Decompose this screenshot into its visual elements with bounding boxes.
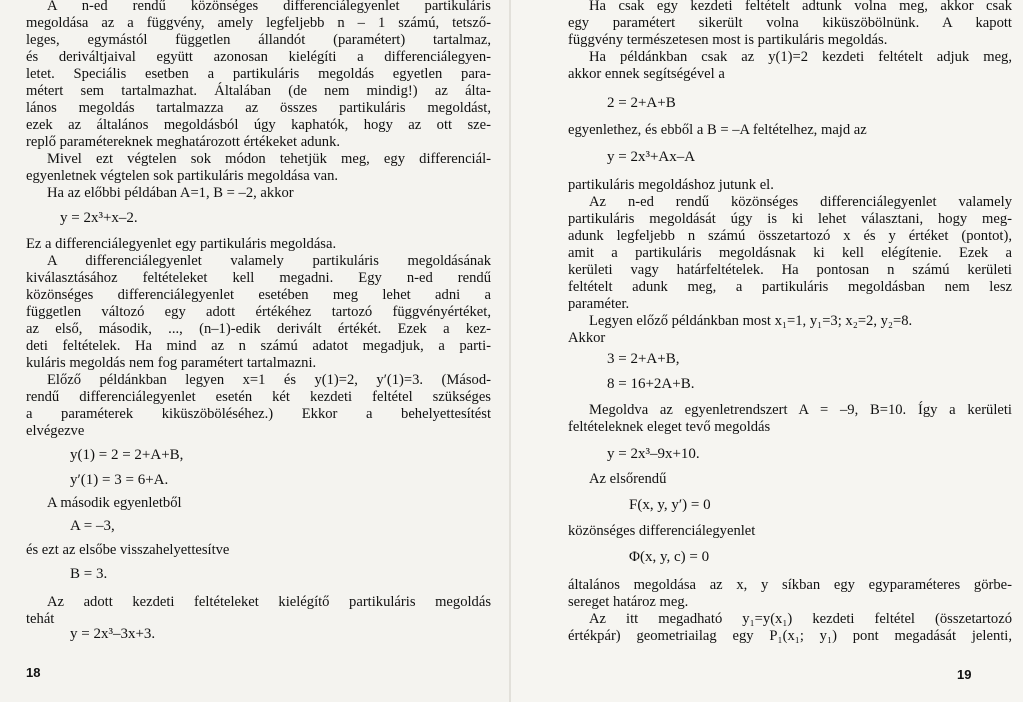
formula: y = 2x³–3x+3. [70,626,156,642]
text-line: és ezt az elsőbe visszahelyettesítve [26,542,230,558]
text-line: A második egyenletből [47,495,182,511]
left-page [0,0,511,702]
text-line: Az elsőrendű [589,471,667,487]
text-line: Az adott kezdeti feltételeket kielégítő partikuláris megoldás [47,594,491,610]
text-line: értékpár) geometriailag egy P₁(x₁; y₁) pont megadását jelenti, [568,628,1012,644]
text-line: a paraméterek kiküszöböléséhez.) Ekkor a behelyettesítést [26,406,491,422]
text-line: akkor ennek segítségével a [568,66,725,82]
page-number: 18 [26,665,41,680]
text-line: leges, egymástól független állandót (paramétert) tartalmaz, [26,32,491,48]
text-line: A differenciálegyenlet valamely partikuláris megoldásának [47,253,491,269]
text-line: Ha csak egy kezdeti feltételt adtunk volna meg, akkor csak [589,0,1012,14]
text-line: egyenletnek végtelen sok partikuláris megoldása van. [26,168,339,184]
formula: 8 = 16+2A+B. [607,376,695,392]
text-line: független változó egy adott értékéhez tartozó függvényértéket, [26,304,491,320]
text-line: egyenlethez, és ebből a B = –A feltételhez, majd az [568,122,867,138]
text-line: lános megoldás tartalmazza az összes partikuláris megoldást, [26,100,491,116]
text-line: Előző példánkban legyen x=1 és y(1)=2, y′(1)=3. (Másod- [47,372,491,388]
page-number: 19 [957,667,972,682]
text-line: kuláris megoldás nem fog paramétert tartalmazni. [26,355,317,371]
formula: y = 2x³–9x+10. [607,446,700,462]
text-line: A n-ed rendű közönséges differenciálegyenlet partikuláris [47,0,491,14]
formula: F(x, y, y′) = 0 [629,497,711,513]
text-line: függvény természetesen most is partikuláris megoldás. [568,32,888,48]
formula: y′(1) = 3 = 6+A. [70,472,169,488]
text-line: megoldása az a függvény, amely legfeljebb n – 1 számú, tetsző- [26,15,491,31]
text-line: Mivel ezt végtelen sok módon tehetjük meg, egy differenciál- [47,151,491,167]
formula: A = –3, [70,518,115,534]
formula: Φ(x, y, c) = 0 [629,549,710,565]
formula: y = 2x³+x–2. [60,210,138,226]
text-line: Az itt megadható y₁=y(x₁) kezdeti feltétel (összetartozó [589,611,1012,627]
text-line: métert sem tartalmazhat. Általában (de nem mindig!) az álta- [26,83,491,99]
formula: 3 = 2+A+B, [607,351,680,367]
text-line: kiválasztásához feltételeket kell megadni. Egy n-ed rendű [26,270,491,286]
text-line: feltételt adunk meg, a partikuláris megoldásban nem lesz [568,279,1012,295]
text-line: replő paramétereknek meghatározott értékeket adunk. [26,134,341,150]
text-line: egy paramétert sikerült volna kiküszöbölnünk. A kapott [568,15,1012,31]
formula: 2 = 2+A+B [607,95,676,111]
text-line: elvégezve [26,423,85,439]
formula: y(1) = 2 = 2+A+B, [70,447,184,463]
text-line: rendű differenciálegyenlet esetén két kezdeti feltétel szükséges [26,389,491,405]
formula: B = 3. [70,566,108,582]
text-line: adunk legfeljebb n számú összetartozó x és y értéket (pontot), [568,228,1012,244]
text-line: közönséges differenciálegyenlet esetében meg lehet adni a [26,287,491,303]
right-page [511,0,1023,702]
text-line: Legyen előző példánkban most x₁=1, y₁=3; x₂=2, y₂=8. [589,313,913,329]
text-line: feltételeknek eleget tevő megoldás [568,419,771,435]
text-line: általános megoldása az x, y síkban egy egyparaméteres görbe- [568,577,1012,593]
text-line: deti feltételek. Ha mind az n számú adatot megadjuk, a parti- [26,338,491,354]
text-line: Ha az előbbi példában A=1, B = –2, akkor [47,185,294,201]
text-line: Megoldva az egyenletrendszert A = –9, B=10. Így a kerületi [589,402,1012,418]
text-line: sereget határoz meg. [568,594,689,610]
text-line: az első, második, ..., (n–1)-edik derivált értékét. Ezek a kez- [26,321,491,337]
text-line: partikuláris megoldását úgy is ki lehet választani, hogy meg- [568,211,1012,227]
formula: y = 2x³+Ax–A [607,149,696,165]
text-line: partikuláris megoldáshoz jutunk el. [568,177,774,193]
text-line: Ha példánkban csak az y(1)=2 kezdeti feltételt adjuk meg, [589,49,1012,65]
text-line: és deriváltjaival együtt azonosan kielégíti a differenciálegyen- [26,49,491,65]
text-line: amit a partikuláris megoldásnak ki kell elégítenie. Ezek a [568,245,1012,261]
text-line: Ez a differenciálegyenlet egy partikuláris megoldása. [26,236,337,252]
text-line: paraméter. [568,296,630,312]
text-line: ezek az általános megoldásból úgy kaphatók, hogy az ott sze- [26,117,491,133]
text-line: Akkor [568,330,606,346]
text-line: Az n-ed rendű közönséges differenciálegyenlet valamely [589,194,1012,210]
text-line: tehát [26,611,55,627]
text-line: letet. Speciális esetben a partikuláris megoldás egyetlen para- [26,66,491,82]
text-line: közönséges differenciálegyenlet [568,523,756,539]
text-line: kerületi vagy határfeltételek. Ha pontosan n számú kerületi [568,262,1012,278]
